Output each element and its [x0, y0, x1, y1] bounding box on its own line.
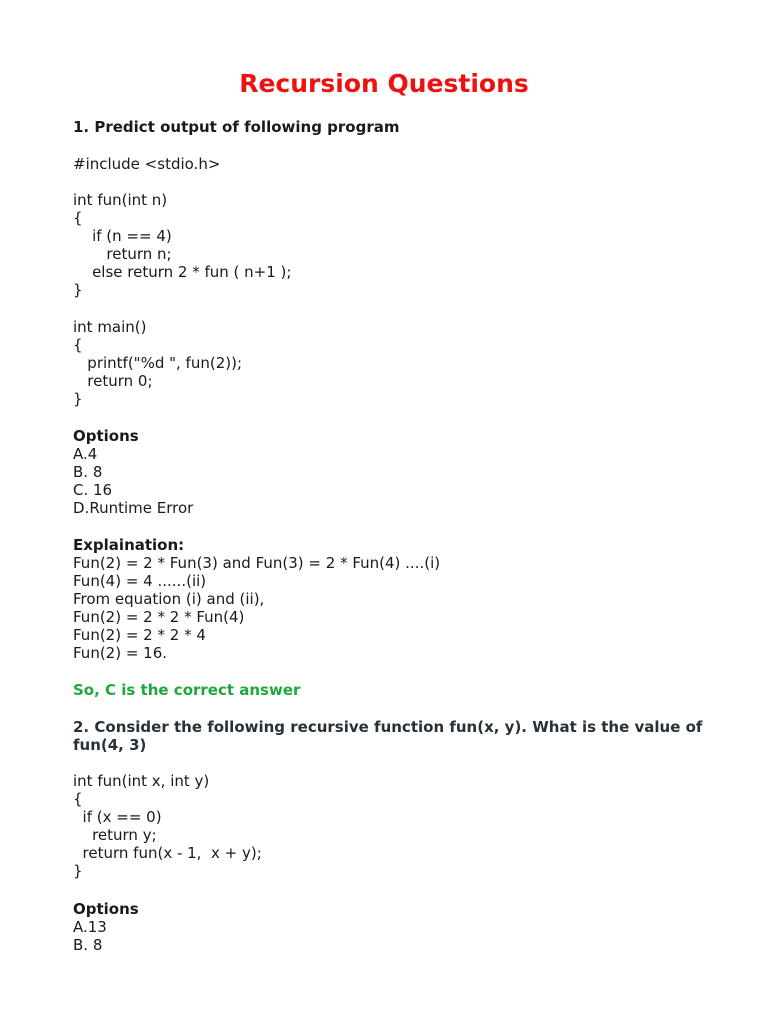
- q1-code-line: }: [73, 281, 83, 299]
- q1-code-line: printf("%d ", fun(2));: [73, 354, 243, 372]
- q1-code-line: int fun(int n): [73, 191, 168, 209]
- q1-explanation-line: Fun(2) = 16.: [73, 644, 168, 662]
- q1-code-line: return n;: [73, 245, 172, 263]
- q1-code-line: if (n == 4): [73, 227, 172, 245]
- q1-explanation-line: Fun(2) = 2 * 2 * Fun(4): [73, 608, 245, 626]
- q1-option: C. 16: [73, 481, 113, 499]
- q2-number: 2.: [73, 718, 90, 736]
- q1-code-line: {: [73, 336, 83, 354]
- q2-heading-continued: fun(4, 3): [73, 736, 147, 754]
- q1-code-line: }: [73, 390, 83, 408]
- q2-code-line: }: [73, 862, 83, 880]
- q1-explanation-line: Fun(4) = 4 ......(ii): [73, 572, 207, 590]
- q2-code-line: int fun(int x, int y): [73, 772, 210, 790]
- q2-code-line: if (x == 0): [73, 808, 162, 826]
- q2-option: A.13: [73, 918, 107, 936]
- q1-option: D.Runtime Error: [73, 499, 194, 517]
- q2-heading: [73, 718, 702, 736]
- q2-code-line: return fun(x - 1, x + y);: [73, 844, 262, 862]
- q1-option: B. 8: [73, 463, 103, 481]
- q1-code-line: {: [73, 209, 83, 227]
- q2-option: B. 8: [73, 936, 103, 954]
- q1-answer: So, C is the correct answer: [73, 681, 301, 699]
- q1-option: A.4: [73, 445, 98, 463]
- q2-options-label: Options: [73, 900, 139, 918]
- q1-explanation-line: From equation (i) and (ii),: [73, 590, 265, 608]
- q2-heading-text: Consider the following recursive function fun(x, y). What is the value of: [94, 718, 703, 736]
- q1-code-line: return 0;: [73, 372, 153, 390]
- q1-explanation-line: Fun(2) = 2 * 2 * 4: [73, 626, 206, 644]
- q2-code-line: return y;: [73, 826, 157, 844]
- q2-code-line: {: [73, 790, 83, 808]
- q1-code-line: #include <stdio.h>: [73, 155, 221, 173]
- q1-heading: 1. Predict output of following program: [73, 118, 400, 136]
- q1-explanation-label: Explaination:: [73, 536, 185, 554]
- q1-explanation-line: Fun(2) = 2 * Fun(3) and Fun(3) = 2 * Fun(4) ....(i): [73, 554, 441, 572]
- q1-options-label: Options: [73, 427, 139, 445]
- q1-code-line: else return 2 * fun ( n+1 );: [73, 263, 292, 281]
- q1-code-line: int main(): [73, 318, 147, 336]
- page-title: Recursion Questions: [239, 69, 529, 98]
